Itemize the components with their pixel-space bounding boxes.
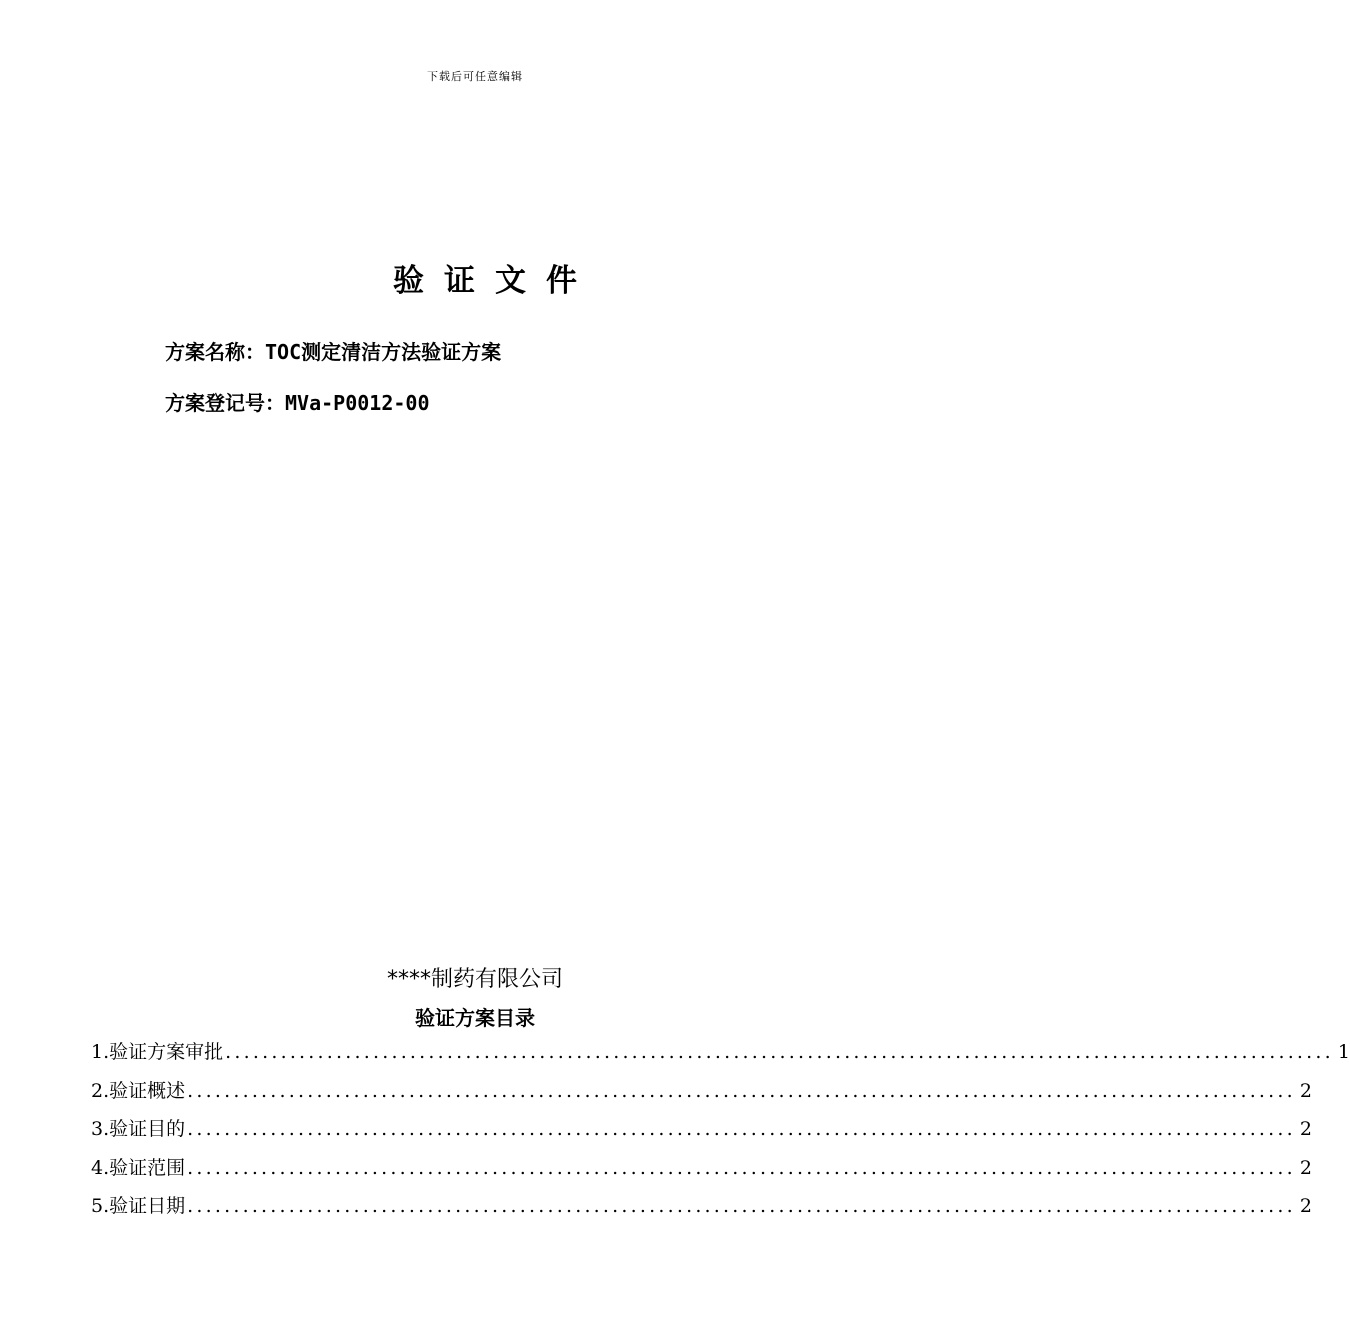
plan-name-value: TOC测定清洁方法验证方案 (265, 340, 502, 364)
plan-registration-label: 方案登记号： (165, 391, 285, 415)
company-name: ****制药有限公司 (386, 967, 563, 992)
plan-registration-value: MVa-P0012-00 (285, 391, 430, 415)
toc-entry-page: 2 (1299, 1195, 1312, 1217)
toc-entry-page: 2 (1299, 1079, 1312, 1102)
toc-entry-page: 2 (1299, 1118, 1312, 1140)
toc-entry[interactable] (91, 1076, 1312, 1115)
plan-name-label: 方案名称： (165, 340, 265, 364)
toc-entry-label: 1.验证方案审批 (91, 1041, 224, 1063)
toc-leader-dots: ........................................................................................................................ (187, 1079, 1296, 1102)
toc-entry-label: 5.验证日期 (91, 1195, 186, 1217)
plan-name-field (165, 336, 501, 365)
toc-entry-label: 2.验证概述 (91, 1079, 186, 1102)
header-note: 下载后可任意编辑 (427, 70, 523, 83)
toc-entry-page: 1 (1337, 1041, 1350, 1063)
toc-entry-label: 4.验证范围 (91, 1156, 186, 1179)
toc-entry-page: 2 (1299, 1156, 1312, 1179)
document-title: 验证文件 (393, 263, 597, 299)
toc-entry[interactable] (91, 1153, 1312, 1192)
toc-entry[interactable] (91, 1037, 1350, 1076)
toc-title: 验证方案目录 (415, 1006, 535, 1030)
plan-registration-field (165, 387, 430, 416)
toc-entry[interactable] (91, 1114, 1312, 1153)
toc-entry[interactable] (91, 1191, 1312, 1230)
table-of-contents (91, 1037, 1350, 1230)
toc-leader-dots: ........................................................................................................................ (187, 1195, 1296, 1217)
toc-leader-dots: ........................................................................................................................ (187, 1156, 1296, 1179)
toc-entry-label: 3.验证目的 (91, 1118, 186, 1140)
toc-leader-dots: ........................................................................................................................ (225, 1041, 1334, 1063)
toc-leader-dots: ........................................................................................................................ (187, 1118, 1296, 1140)
